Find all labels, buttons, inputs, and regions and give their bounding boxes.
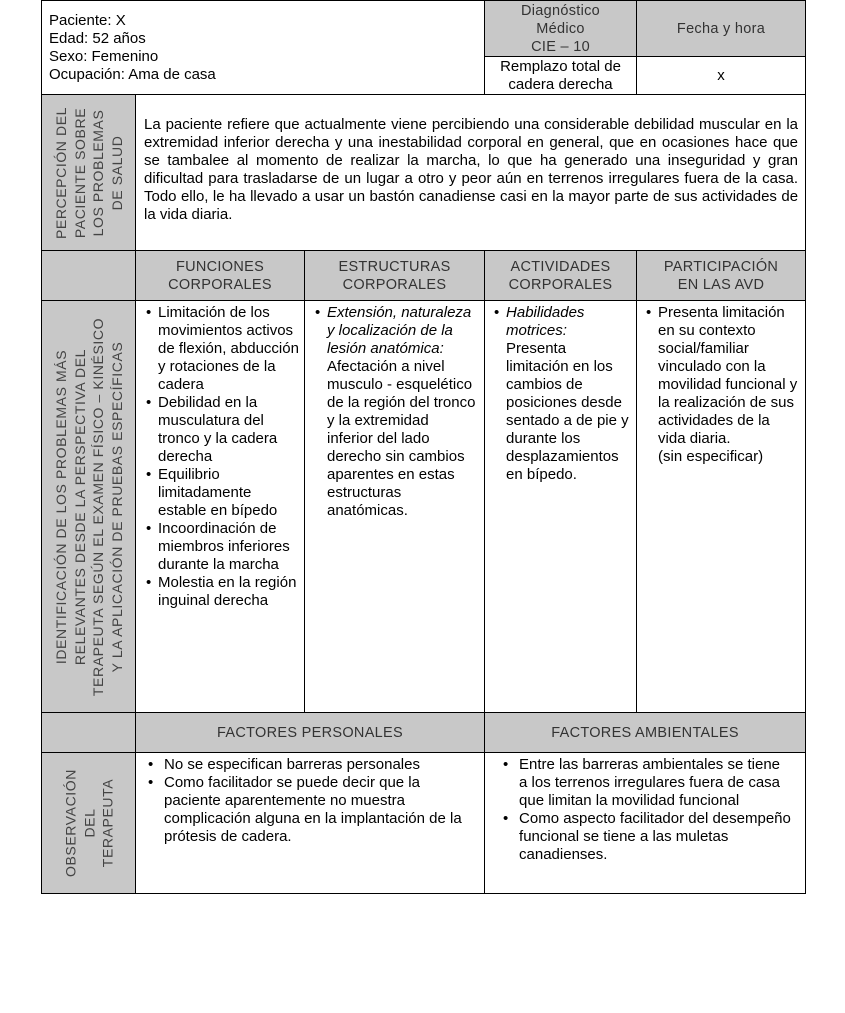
list-item: • Equilibrio limitadamente estable en bípedo — [144, 466, 300, 520]
list-item: • Molestia en la región inguinal derecha — [144, 574, 300, 610]
list-item: • Entre las barreras ambientales se tiene a los terrenos irregulares fuera de casa que limitan la movilidad funcional — [491, 756, 791, 810]
list-item: • Debilidad en la musculatura del tronco y la cadera derecha — [144, 394, 300, 466]
perception-text: La paciente refiere que actualmente viene percibiendo una considerable debilidad muscular en la extremidad inferior derecha y una inestabilidad corporal en general, que en ocasiones hace que se tambalee al momento de realizar la marcha, lo que ha generado una inseguridad y gran dificultad para trasladarse de un lugar a otro y peor aún en terrenos irregulares fuera de la casa. Todo ello, le ha llevado a usar un bastón canadiense casi en la mayor parte de sus actividades de la vida diaria. — [136, 95, 806, 251]
activities-header: ACTIVIDADES CORPORALES — [485, 251, 637, 301]
functions-cell — [136, 301, 305, 713]
patient-sex: Sexo: Femenino — [49, 47, 159, 65]
list-item: • Como facilitador se puede decir que la paciente aparentemente no muestra complicación alguna en la implantación de la prótesis de cadera. — [136, 774, 470, 846]
clinical-assessment-table — [41, 0, 806, 894]
list-item: • Incoordinación de miembros inferiores durante la marcha — [144, 520, 300, 574]
functions-header: FUNCIONES CORPORALES — [136, 251, 305, 301]
diagnosis-header: Diagnóstico Médico CIE – 10 — [485, 1, 637, 57]
participation-cell — [637, 301, 806, 713]
list-item: • Habilidades motrices: Presenta limitación en los cambios de posiciones desde sentado a de pie y durante los desplazamientos en bípedo. — [492, 304, 630, 484]
structures-cell — [305, 301, 485, 713]
perception-label: PERCEPCIÓN DEL PACIENTE SOBRE LOS PROBLEMAS DE SALUD — [42, 95, 136, 251]
environmental-factors-header: FACTORES AMBIENTALES — [485, 713, 806, 753]
structures-header: ESTRUCTURAS CORPORALES — [305, 251, 485, 301]
environmental-factors-cell — [485, 753, 806, 894]
list-item: • Como aspecto facilitador del desempeño funcional se tiene a las muletas canadienses. — [491, 810, 791, 864]
patient-occupation: Ocupación: Ama de casa — [49, 65, 216, 83]
list-item: • No se especifican barreras personales — [136, 756, 470, 774]
diagnosis-value: Remplazo total de cadera derecha — [485, 57, 637, 95]
patient-age: Edad: 52 años — [49, 29, 146, 47]
icf-header-blank — [42, 251, 136, 301]
activities-cell — [485, 301, 637, 713]
datetime-value: x — [637, 57, 806, 95]
personal-factors-header: FACTORES PERSONALES — [136, 713, 485, 753]
observation-label: OBSERVACIÓN DEL TERAPEUTA — [42, 753, 136, 894]
functions-list — [144, 304, 300, 610]
participation-header: PARTICIPACIÓN EN LAS AVD — [637, 251, 806, 301]
list-item: • Limitación de los movimientos activos de flexión, abducción y rotaciones de la cadera — [144, 304, 300, 394]
datetime-header: Fecha y hora — [637, 1, 806, 57]
patient-name: Paciente: X — [49, 11, 126, 29]
list-item: • Presenta limitación en su contexto social/familiar vinculado con la movilidad funcional y la realización de sus actividades de la vida diaria. (sin especificar) — [644, 304, 801, 466]
factors-header-blank — [42, 713, 136, 753]
identification-label: IDENTIFICACIÓN DE LOS PROBLEMAS MÁS RELEVANTES DESDE LA PERSPECTIVA DEL TERAPEUTA SEGÚN EL EXAMEN FÍSICO – KINÉSICO Y LA APLICACIÓN DE PRUEBAS ESPECÍFICAS — [42, 301, 136, 713]
personal-factors-cell — [136, 753, 485, 894]
patient-info — [42, 1, 485, 95]
list-item: • Extensión, naturaleza y localización de la lesión anatómica: Afectación a nivel musculo - esquelético de la región del tronco y la extremidad inferior del lado derecho sin cambios aparentes en estas estructuras anatómicas. — [313, 304, 478, 520]
